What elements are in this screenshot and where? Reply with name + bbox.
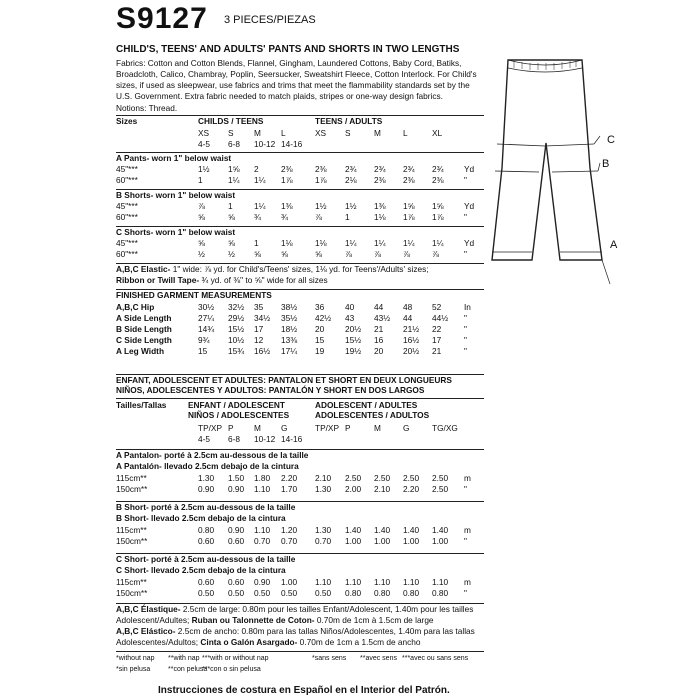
cell-value: 20 <box>315 324 325 334</box>
row-label: A Side Length <box>116 313 172 323</box>
pattern-title: CHILD'S, TEENS' AND ADULTS' PANTS AND SHORTS IN TWO LENGTHS <box>116 44 460 55</box>
cell-value: 1.00 <box>432 536 449 546</box>
cell-value: 1.10 <box>345 577 362 587</box>
cell-value: 1⅜ <box>374 201 386 211</box>
cell-value: 32½ <box>228 302 245 312</box>
table-row <box>116 324 484 335</box>
size-name: M <box>254 128 261 138</box>
cell-value: 1⅛ <box>281 238 293 248</box>
size-name: P <box>228 423 234 433</box>
unit: " <box>464 324 467 334</box>
cell-value: 52 <box>432 302 442 312</box>
cell-value: ⅝ <box>228 212 235 222</box>
section-title-fr-text: A Pantalon- porté à 2.5cm au-dessous de la taille <box>116 450 309 460</box>
size-name: XS <box>315 128 327 138</box>
table-row <box>116 473 484 484</box>
row-label: 45"*** <box>116 164 138 174</box>
table-row <box>116 164 484 175</box>
legend-item: *sin pelusa <box>116 666 151 673</box>
section-title-es <box>116 565 484 576</box>
unit: " <box>464 588 467 598</box>
size-name: XS <box>198 128 210 138</box>
cell-value: 2⅛ <box>345 175 357 185</box>
cell-value: 1.10 <box>254 525 271 535</box>
es-title <box>116 385 484 396</box>
cell-value: 1.40 <box>374 525 391 535</box>
cell-value: 1¼ <box>432 238 444 248</box>
cell-value: 1⅜ <box>281 201 293 211</box>
row-label: A,B,C Hip <box>116 302 155 312</box>
unit: Yd <box>464 238 475 248</box>
cell-value: 1.30 <box>315 525 332 535</box>
size-name: M <box>254 423 261 433</box>
cell-value: 1½ <box>198 164 210 174</box>
cell-value: ⅝ <box>281 249 288 259</box>
cell-value: ⅞ <box>198 201 205 211</box>
cell-value: 1⅝ <box>403 201 415 211</box>
row-label: 60"*** <box>116 249 138 259</box>
legend-row-1 <box>116 653 484 664</box>
cell-value: 1.10 <box>432 577 449 587</box>
cell-value: 20 <box>374 346 384 356</box>
table-row <box>116 335 484 346</box>
row-label: 150cm** <box>116 536 148 546</box>
cell-value: 2¾ <box>403 164 415 174</box>
section-title <box>116 153 484 164</box>
cell-value: ⅞ <box>403 249 410 259</box>
section-title-fr <box>116 502 484 513</box>
cell-value: ⅞ <box>374 249 381 259</box>
cell-value: 1.00 <box>345 536 362 546</box>
section-title-text: C Shorts- worn 1" below waist <box>116 227 236 237</box>
cell-value: 0.60 <box>198 577 215 587</box>
cell-value: 0.80 <box>403 588 420 598</box>
size-name: P <box>345 423 351 433</box>
cell-value: 2.10 <box>374 484 391 494</box>
view-b-label: B <box>602 158 610 170</box>
table-row <box>116 313 484 324</box>
size-name: XL <box>432 128 443 138</box>
legend-item: ***with or without nap <box>202 655 269 662</box>
cell-value: ¾ <box>254 212 261 222</box>
cell-value: 1⅞ <box>281 175 293 185</box>
notions-text: Notions: Thread. <box>116 103 178 113</box>
cell-value: 35½ <box>281 313 298 323</box>
row-label: A Leg Width <box>116 346 165 356</box>
table-row <box>116 525 484 536</box>
row-label: 45"*** <box>116 201 138 211</box>
cell-value: 1.10 <box>374 577 391 587</box>
fr-size-names <box>116 423 484 434</box>
size-range: 4-5 <box>198 139 210 149</box>
cell-value: 1⅛ <box>315 238 327 248</box>
cell-value: 1 <box>345 212 350 222</box>
unit: m <box>464 577 471 587</box>
legend-item: **con pelusa <box>168 666 208 673</box>
section-title-text: A Pants- worn 1" below waist <box>116 153 232 163</box>
cell-value: 2.00 <box>345 484 362 494</box>
legend-item: ***avec ou sans sens <box>402 655 469 662</box>
cell-value: 1½ <box>315 201 327 211</box>
size-name: G <box>403 423 410 433</box>
cell-value: 1.00 <box>403 536 420 546</box>
size-name: G <box>281 423 288 433</box>
unit: " <box>464 536 467 546</box>
table-row <box>116 201 484 212</box>
elastic-note: A,B,C Elastic- 1" wide: ⅞ yd. for Child's/Teens' sizes, 1⅛ yd. for Teens'/Adults' sizes; Ribbon or Twill Tape- ¾ yd. of ⅜" to ⅝" wide for all sizes <box>116 264 429 285</box>
cell-value: 0.90 <box>198 484 215 494</box>
group-childs-teens: CHILDS / TEENS <box>198 116 264 126</box>
cell-value: 1.00 <box>281 577 298 587</box>
cell-value: ⅝ <box>198 238 205 248</box>
cell-value: 1 <box>198 175 203 185</box>
cell-value: ½ <box>198 249 205 259</box>
cell-value: 17¼ <box>281 346 298 356</box>
unit: " <box>464 249 467 259</box>
unit: " <box>464 175 467 185</box>
cell-value: 0.60 <box>228 536 245 546</box>
unit: " <box>464 313 467 323</box>
legend-row-2 <box>116 664 484 675</box>
cell-value: 0.60 <box>198 536 215 546</box>
pattern-number: S9127 <box>116 2 208 35</box>
size-ranges-row <box>116 139 484 150</box>
cell-value: 9¾ <box>198 335 210 345</box>
size-name: L <box>281 128 286 138</box>
section-title-text: B Shorts- worn 1" below waist <box>116 190 236 200</box>
unit: " <box>464 484 467 494</box>
table-row <box>116 249 484 260</box>
cell-value: 44 <box>374 302 384 312</box>
cell-value: 48 <box>403 302 413 312</box>
cell-value: 44 <box>403 313 413 323</box>
cell-value: 1 <box>254 238 259 248</box>
size-range: 10-12 <box>254 139 276 149</box>
cell-value: 1.40 <box>432 525 449 535</box>
cell-value: 1¼ <box>254 201 266 211</box>
group2-fr: ADOLESCENT / ADULTES <box>315 400 418 410</box>
row-label: 115cm** <box>116 473 147 483</box>
row-label: B Side Length <box>116 324 172 334</box>
unit: m <box>464 473 471 483</box>
table-row <box>116 346 484 357</box>
sizes-label: Tailles/Tallas <box>116 400 167 410</box>
cell-value: 0.80 <box>345 588 362 598</box>
cell-value: 30½ <box>198 302 215 312</box>
size-name: M <box>374 128 381 138</box>
cell-value: 2.20 <box>403 484 420 494</box>
cell-value: 0.70 <box>281 536 298 546</box>
cell-value: 21½ <box>403 324 420 334</box>
row-label: 150cm** <box>116 588 148 598</box>
row-label: 115cm** <box>116 577 147 587</box>
cell-value: ¾ <box>281 212 288 222</box>
cell-value: 0.90 <box>228 525 245 535</box>
cell-value: 20½ <box>403 346 420 356</box>
cell-value: 29½ <box>228 313 245 323</box>
cell-value: 2⅜ <box>281 164 293 174</box>
cell-value: 0.50 <box>315 588 332 598</box>
cell-value: 2.10 <box>315 473 332 483</box>
view-c-pointer <box>594 136 600 144</box>
unit: " <box>464 346 467 356</box>
cell-value: ⅝ <box>254 249 261 259</box>
cell-value: 2⅜ <box>432 175 444 185</box>
pants-line-drawing <box>490 48 690 288</box>
cell-value: 15½ <box>228 324 245 334</box>
fabrics-text: Fabrics: Cotton and Cotton Blends, Flannel, Gingham, Laundered Cottons, Baby Cord, Batiks, Broadcloth, Calico, Chambray, Poplin, Seersucker, Sweatshirt Fleece, Cotton Interlock. For Child's sizes, if used as sleepwear, use fabrics and trims that meet the flammability standards set by the U.S. Government. Extra fabric needed to match plaids, stripes or one-way design fabrics. <box>116 58 477 101</box>
table-row <box>116 302 484 313</box>
cell-value: 1⅛ <box>374 212 386 222</box>
cell-value: 0.50 <box>228 588 245 598</box>
cell-value: 0.90 <box>228 484 245 494</box>
section-title-es <box>116 513 484 524</box>
finished-title <box>116 290 484 301</box>
view-a-pointer <box>602 260 610 284</box>
view-c-label: C <box>607 134 615 146</box>
cell-value: 2¾ <box>345 164 357 174</box>
cell-value: 1¼ <box>403 238 415 248</box>
cell-value: 2¾ <box>432 164 444 174</box>
waistband <box>508 60 582 72</box>
size-range: 6-8 <box>228 434 240 444</box>
unit: Yd <box>464 201 475 211</box>
cell-value: 10½ <box>228 335 245 345</box>
group-teens-adults: TEENS / ADULTS <box>315 116 383 126</box>
cell-value: 2⅜ <box>403 175 415 185</box>
cell-value: 20½ <box>345 324 362 334</box>
cell-value: 1.30 <box>198 473 215 483</box>
section-title-fr <box>116 554 484 565</box>
cell-value: 21 <box>432 346 442 356</box>
fr-size-ranges <box>116 434 484 445</box>
unit: In <box>464 302 471 312</box>
cell-value: 12 <box>254 335 264 345</box>
section-title-es-text: B Short- llevado 2.5cm debajo de la cintura <box>116 513 286 523</box>
cell-value: 1.50 <box>228 473 245 483</box>
row-label: C Side Length <box>116 335 172 345</box>
cell-value: 15 <box>198 346 208 356</box>
cell-value: 19 <box>315 346 325 356</box>
cell-value: 17 <box>432 335 442 345</box>
size-range: 14-16 <box>281 139 303 149</box>
cell-value: 0.70 <box>254 536 271 546</box>
cell-value: 17 <box>254 324 264 334</box>
size-name: TP/XP <box>315 423 339 433</box>
cell-value: 2.50 <box>345 473 362 483</box>
cell-value: 0.90 <box>254 577 271 587</box>
cell-value: 1⅞ <box>403 212 415 222</box>
size-group-header <box>116 116 484 127</box>
view-a-label: A <box>610 239 618 251</box>
cell-value: 34½ <box>254 313 271 323</box>
cell-value: 0.50 <box>281 588 298 598</box>
legend-item: ***con o sin pelusa <box>202 666 261 673</box>
cell-value: 2.50 <box>432 473 449 483</box>
cell-value: 0.80 <box>198 525 215 535</box>
cell-value: 1¼ <box>345 238 357 248</box>
cell-value: 13⅜ <box>281 335 298 345</box>
short-b-hemline <box>495 171 598 172</box>
cell-value: 1.20 <box>281 525 298 535</box>
cell-value: 1¼ <box>254 175 266 185</box>
section-title-fr-text: B Short- porté à 2.5cm au-dessous de la taille <box>116 502 296 512</box>
table-row <box>116 238 484 249</box>
cell-value: 16 <box>374 335 384 345</box>
cell-value: 1.10 <box>254 484 271 494</box>
cell-value: 38½ <box>281 302 298 312</box>
cell-value: 2.50 <box>403 473 420 483</box>
cell-value: 36 <box>315 302 325 312</box>
section-title-fr-text: C Short- porté à 2.5cm au-dessous de la taille <box>116 554 296 564</box>
finished-title-text: FINISHED GARMENT MEASUREMENTS <box>116 290 272 300</box>
size-range: 10-12 <box>254 434 276 444</box>
table-row <box>116 484 484 495</box>
size-names-row <box>116 128 484 139</box>
size-name: S <box>345 128 351 138</box>
waist-gathers <box>514 61 576 70</box>
pants-outline <box>492 60 602 260</box>
cell-value: 15 <box>315 335 325 345</box>
cell-value: 1¼ <box>228 175 240 185</box>
cell-value: 1.30 <box>315 484 332 494</box>
section-title-es-text: A Pantalón- llevado 2.5cm debajo de la cintura <box>116 461 299 471</box>
cell-value: 1⅝ <box>228 164 240 174</box>
cell-value: 15¾ <box>228 346 245 356</box>
cell-value: 0.60 <box>228 577 245 587</box>
cell-value: 2.50 <box>432 484 449 494</box>
cell-value: 14¾ <box>198 324 215 334</box>
cell-value: 1⅞ <box>315 175 327 185</box>
cell-value: 1⅞ <box>432 212 444 222</box>
divider <box>116 398 484 399</box>
cell-value: 2⅜ <box>374 175 386 185</box>
size-name: L <box>403 128 408 138</box>
cell-value: 0.80 <box>432 588 449 598</box>
cell-value: 44½ <box>432 313 449 323</box>
table-row <box>116 577 484 588</box>
cell-value: 2.20 <box>281 473 298 483</box>
row-label: 45"*** <box>116 238 138 248</box>
row-label: 115cm** <box>116 525 147 535</box>
legend-item: **avec sens <box>360 655 397 662</box>
cell-value: 43½ <box>374 313 391 323</box>
es-title-text: NIÑOS, ADOLESCENTES Y ADULTOS: PANTALÓN Y SHORT EN DOS LARGOS <box>116 385 425 395</box>
table-row <box>116 536 484 547</box>
cell-value: 1.40 <box>345 525 362 535</box>
cell-value: ⅝ <box>228 238 235 248</box>
size-range: 6-8 <box>228 139 240 149</box>
cell-value: 18½ <box>281 324 298 334</box>
cell-value: 0.70 <box>315 536 332 546</box>
cell-value: 19½ <box>345 346 362 356</box>
unit: m <box>464 525 471 535</box>
cell-value: ⅞ <box>432 249 439 259</box>
cell-value: 22 <box>432 324 442 334</box>
cell-value: 1.40 <box>403 525 420 535</box>
cell-value: 43 <box>345 313 355 323</box>
elastique-note: A,B,C Élastique- 2.5cm de large: 0.80m pour les tailles Enfant/Adolescent, 1.40m pour les tailles Adolescent/Adultes; Ruban ou Talonnette de Coton- 0.70m de 1cm à 1.5cm de large A,B,C Elástico- 2.5cm de ancho: 0.80m para las tallas Niños/Adolescentes, 1.40m para las tallas Adolescentes/Adultos; Cinta o Galón Asargado- 0.70m de 1cm a 1.5cm de ancho <box>116 604 475 647</box>
cell-value: 2⅜ <box>315 164 327 174</box>
sizes-label: Sizes <box>116 116 138 126</box>
legend-item: **with nap <box>168 655 200 662</box>
row-label: 150cm** <box>116 484 148 494</box>
legend-item: *without nap <box>116 655 155 662</box>
fr-title-text: ENFANT, ADOLESCENT ET ADULTES: PANTALON ET SHORT EN DEUX LONGUEURS <box>116 375 452 385</box>
cell-value: ⅝ <box>315 249 322 259</box>
cell-value: 1.10 <box>315 577 332 587</box>
section-title <box>116 190 484 201</box>
row-label: 60"*** <box>116 175 138 185</box>
section-title-fr <box>116 450 484 461</box>
cell-value: 1½ <box>345 201 357 211</box>
cell-value: 1.80 <box>254 473 271 483</box>
pieces-count: 3 PIECES/PIEZAS <box>224 14 316 26</box>
cell-value: ⅞ <box>345 249 352 259</box>
size-name: S <box>228 128 234 138</box>
unit: Yd <box>464 164 475 174</box>
cell-value: 1 <box>228 201 233 211</box>
view-b-pointer <box>598 163 600 171</box>
row-label: 60"*** <box>116 212 138 222</box>
divider <box>116 651 484 652</box>
cell-value: 1.00 <box>374 536 391 546</box>
cell-value: ½ <box>228 249 235 259</box>
size-range: 14-16 <box>281 434 303 444</box>
size-name: TG/XG <box>432 423 458 433</box>
cell-value: ⅞ <box>315 212 322 222</box>
cell-value: 1.10 <box>403 577 420 587</box>
cell-value: 16½ <box>254 346 271 356</box>
cell-value: 16½ <box>403 335 420 345</box>
cell-value: 15½ <box>345 335 362 345</box>
unit: " <box>464 335 467 345</box>
table-row <box>116 212 484 223</box>
unit: " <box>464 212 467 222</box>
table-row <box>116 588 484 599</box>
cell-value: 1⅝ <box>432 201 444 211</box>
cell-value: 42½ <box>315 313 332 323</box>
cell-value: 2¾ <box>374 164 386 174</box>
section-title <box>116 227 484 238</box>
table-row <box>116 175 484 186</box>
cell-value: 2.50 <box>374 473 391 483</box>
size-name: TP/XP <box>198 423 222 433</box>
section-title-es <box>116 461 484 472</box>
legend-item: *sans sens <box>312 655 347 662</box>
size-range: 4-5 <box>198 434 210 444</box>
cell-value: 27¼ <box>198 313 215 323</box>
section-title-es-text: C Short- llevado 2.5cm debajo de la cintura <box>116 565 286 575</box>
cell-value: 21 <box>374 324 384 334</box>
cell-value: 40 <box>345 302 355 312</box>
spanish-instructions-note: Instrucciones de costura en Español en el Interior del Patrón. <box>158 685 450 696</box>
cell-value: 1¼ <box>374 238 386 248</box>
cell-value: 2 <box>254 164 259 174</box>
group1-fr: ENFANT / ADOLESCENT <box>188 400 285 410</box>
es-group-header <box>116 410 484 421</box>
cell-value: 1.70 <box>281 484 298 494</box>
cell-value: 0.80 <box>374 588 391 598</box>
cell-value: ⅝ <box>198 212 205 222</box>
cell-value: 35 <box>254 302 264 312</box>
cell-value: 0.50 <box>254 588 271 598</box>
cell-value: 0.50 <box>198 588 215 598</box>
size-name: M <box>374 423 381 433</box>
group2-es: ADOLESCENTES / ADULTOS <box>315 410 430 420</box>
group1-es: NIÑOS / ADOLESCENTES <box>188 410 290 420</box>
